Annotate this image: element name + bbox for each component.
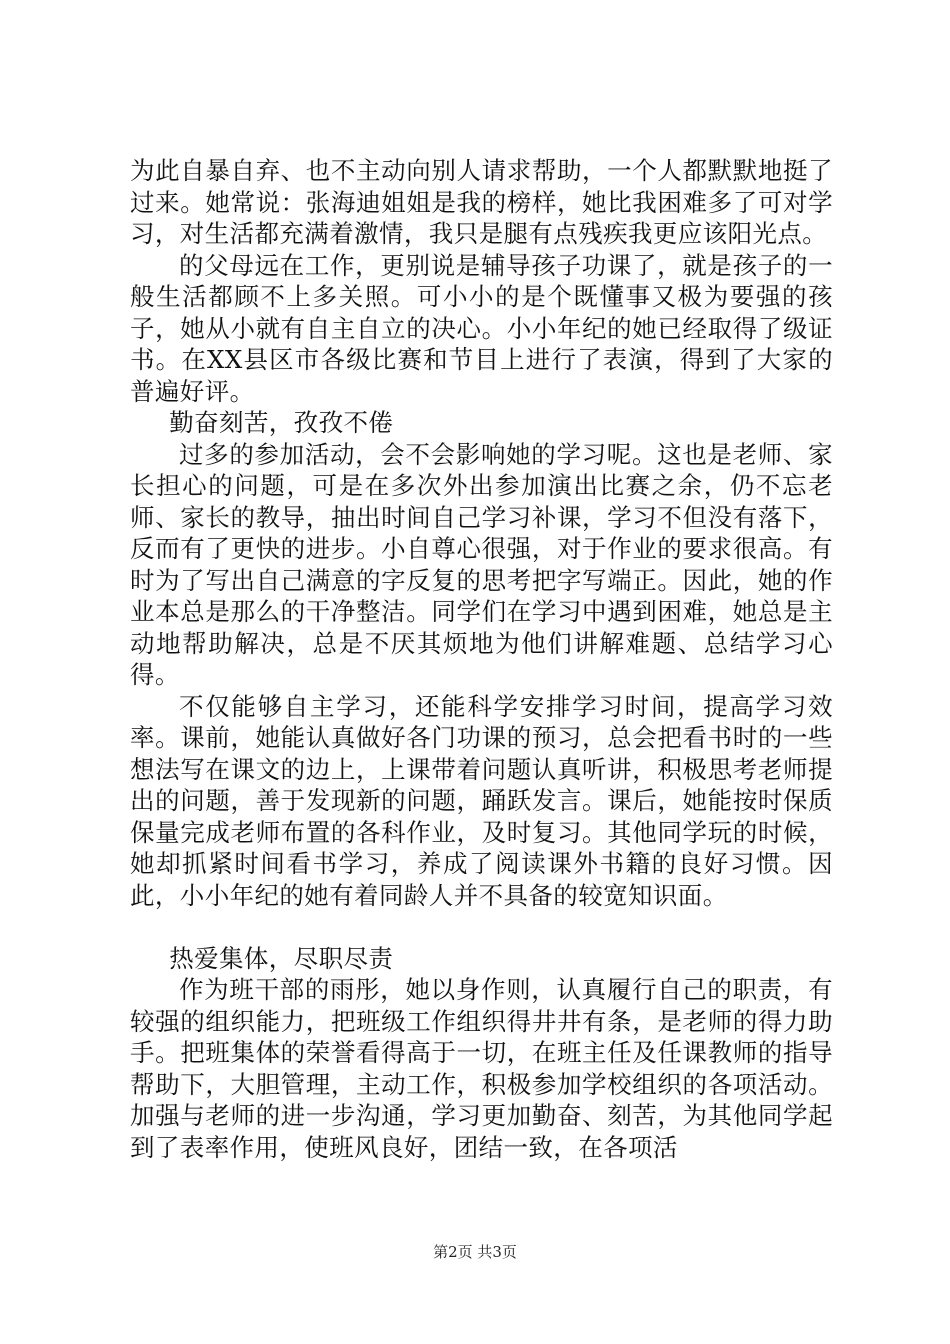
paragraph-parents: 的父母远在工作，更别说是辅导孩子功课了，就是孩子的一般生活都顾不上多关照。可小小的是个既懂事又极为要强的孩子，她从小就有自主自立的决心。小小年纪的她已经取得了级证书。在XX县区市各级比赛和节目上进行了表演，得到了大家的普遍好评。 xyxy=(130,250,833,406)
paragraph-continuation: 为此自暴自弃、也不主动向别人请求帮助，一个人都默默地挺了过来。她常说：张海迪姐姐是我的榜样，她比我困难多了可对学习，对生活都充满着激情，我只是腿有点残疾我更应该阳光点。 xyxy=(130,156,833,248)
paragraph-study-habits: 不仅能够自主学习，还能科学安排学习时间，提高学习效率。课前，她能认真做好各门功课的预习，总会把看书时的一些想法写在课文的边上，上课带着问题认真听讲，积极思考老师提出的问题，善于发现新的问题，踊跃发言。课后，她能按时保质保量完成老师布置的各科作业，及时复习。其他同学玩的时候，她却抓紧时间看书学习，养成了阅读课外书籍的良好习惯。因此，小小年纪的她有着同龄人并不具备的较宽知识面。 xyxy=(130,691,833,910)
section-heading-collective: 热爱集体，尽职尽责 xyxy=(169,943,394,973)
paragraph-class-leader: 作为班干部的雨彤，她以身作则，认真履行自己的职责，有较强的组织能力，把班级工作组织得井井有条，是老师的得力助手。把班集体的荣誉看得高于一切，在班主任及任课教师的指导帮助下，大胆管理，主动工作，积极参加学校组织的各项活动。加强与老师的进一步沟通，学习更加勤奋、刻苦，为其他同学起到了表率作用，使班风良好，团结一致，在各项活 xyxy=(130,975,833,1162)
paragraph-spacer xyxy=(130,911,833,943)
page-number-footer: 第2页 共3页 xyxy=(433,1243,517,1261)
document-body xyxy=(130,155,833,1163)
section-heading-diligence: 勤奋刻苦，孜孜不倦 xyxy=(169,408,394,437)
paragraph-activities: 过多的参加活动，会不会影响她的学习呢。这也是老师、家长担心的问题，可是在多次外出参加演出比赛之余，仍不忘老师、家长的教导，抽出时间自己学习补课，学习不但没有落下，反而有了更快的进步。小自尊心很强，对于作业的要求很高。有时为了写出自己满意的字反复的思考把字写端正。因此，她的作业本总是那么的干净整洁。同学们在学习中遇到困难，她总是主动地帮助解决，总是不厌其烦地为他们讲解难题、总结学习心得。 xyxy=(130,439,833,689)
